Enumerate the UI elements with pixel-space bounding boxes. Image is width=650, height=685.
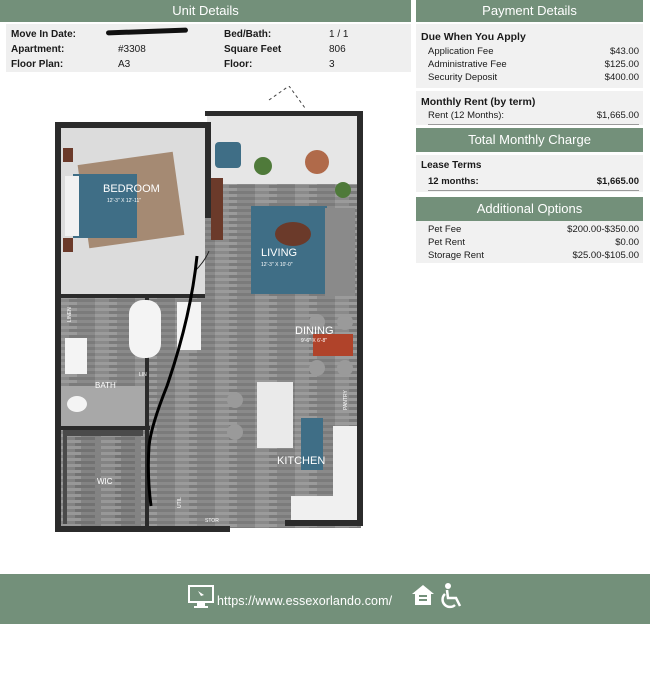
monthly-rent-title: Monthly Rent (by term) xyxy=(421,96,536,108)
linen-label: LINEN xyxy=(67,307,73,322)
floor-label: Floor: xyxy=(224,59,253,70)
kitchen-label: KITCHEN xyxy=(277,455,326,467)
fee-row xyxy=(428,72,639,84)
equal-housing-icon xyxy=(410,583,436,607)
redacted-move-in-date xyxy=(106,28,188,36)
monthly-rent-panel xyxy=(416,91,643,125)
unit-details-header: Unit Details xyxy=(0,0,411,22)
rent-label: Rent (12 Months): xyxy=(428,110,505,121)
option-label: Storage Rent xyxy=(428,250,484,261)
rent-value: $1,665.00 xyxy=(596,110,639,121)
payment-details-header: Payment Details xyxy=(416,0,643,22)
wic-label: WIC xyxy=(97,477,113,486)
accessibility-icon xyxy=(440,582,466,610)
stor-label: STOR xyxy=(205,518,219,524)
lease-terms-title: Lease Terms xyxy=(421,160,482,171)
bedroom-label: BEDROOM xyxy=(103,183,160,195)
lease-terms-panel xyxy=(416,155,643,192)
bed-bath-label: Bed/Bath: xyxy=(224,29,272,40)
living-label: LIVING xyxy=(261,247,298,259)
fee-value: $43.00 xyxy=(609,46,639,57)
square-feet-value: 806 xyxy=(329,44,346,55)
due-when-apply-title: Due When You Apply xyxy=(421,31,526,43)
lin-label: LIN xyxy=(139,372,147,378)
additional-options-panel xyxy=(416,221,643,263)
bath-label: BATH xyxy=(95,381,116,390)
move-in-label: Move In Date: xyxy=(11,29,77,40)
option-label: Pet Rent xyxy=(428,237,465,248)
monitor-icon xyxy=(188,584,214,610)
fee-value: $125.00 xyxy=(604,59,639,70)
living-dim: 12'-3" X 10'-0" xyxy=(261,262,293,268)
dining-label: DINING xyxy=(295,325,334,337)
fee-label: Administrative Fee xyxy=(428,59,507,70)
term-value: $1,665.00 xyxy=(596,176,639,187)
term-row xyxy=(428,176,639,188)
fee-row xyxy=(428,46,639,58)
unit-details-box xyxy=(6,24,411,72)
total-monthly-charge-header: Total Monthly Charge xyxy=(416,128,643,152)
fee-label: Security Deposit xyxy=(428,72,498,83)
additional-options-header: Additional Options xyxy=(416,197,643,221)
option-label: Pet Fee xyxy=(428,224,462,235)
floor-plan-image xyxy=(55,86,365,534)
floor-plan-label: Floor Plan: xyxy=(11,59,64,70)
option-row xyxy=(428,224,639,236)
option-value: $200.00-$350.00 xyxy=(567,224,639,235)
fee-row xyxy=(428,59,639,71)
term-label: 12 months: xyxy=(428,176,479,187)
square-feet-label: Square Feet xyxy=(224,44,282,55)
option-row xyxy=(428,250,639,262)
option-value: $25.00-$105.00 xyxy=(572,250,639,261)
pantry-label: PANTRY xyxy=(343,390,349,410)
fee-value: $400.00 xyxy=(604,72,639,83)
website-link[interactable]: https://www.essexorlando.com/ xyxy=(217,594,393,608)
apartment-label: Apartment: xyxy=(11,44,65,55)
bed-bath-value: 1 / 1 xyxy=(329,29,349,40)
dining-dim: 9'-6" X 6'-8" xyxy=(301,338,328,344)
floor-value: 3 xyxy=(329,59,335,70)
divider xyxy=(428,190,639,191)
divider xyxy=(428,124,639,125)
due-when-apply-panel xyxy=(416,24,643,88)
rent-row xyxy=(428,110,639,122)
floor-plan-value: A3 xyxy=(118,59,131,70)
option-value: $0.00 xyxy=(615,237,639,248)
util-label: UTIL xyxy=(177,497,183,508)
option-row xyxy=(428,237,639,249)
apartment-value: #3308 xyxy=(118,44,146,55)
fee-label: Application Fee xyxy=(428,46,494,57)
bedroom-dim: 12'-3" X 12'-11" xyxy=(107,198,141,204)
